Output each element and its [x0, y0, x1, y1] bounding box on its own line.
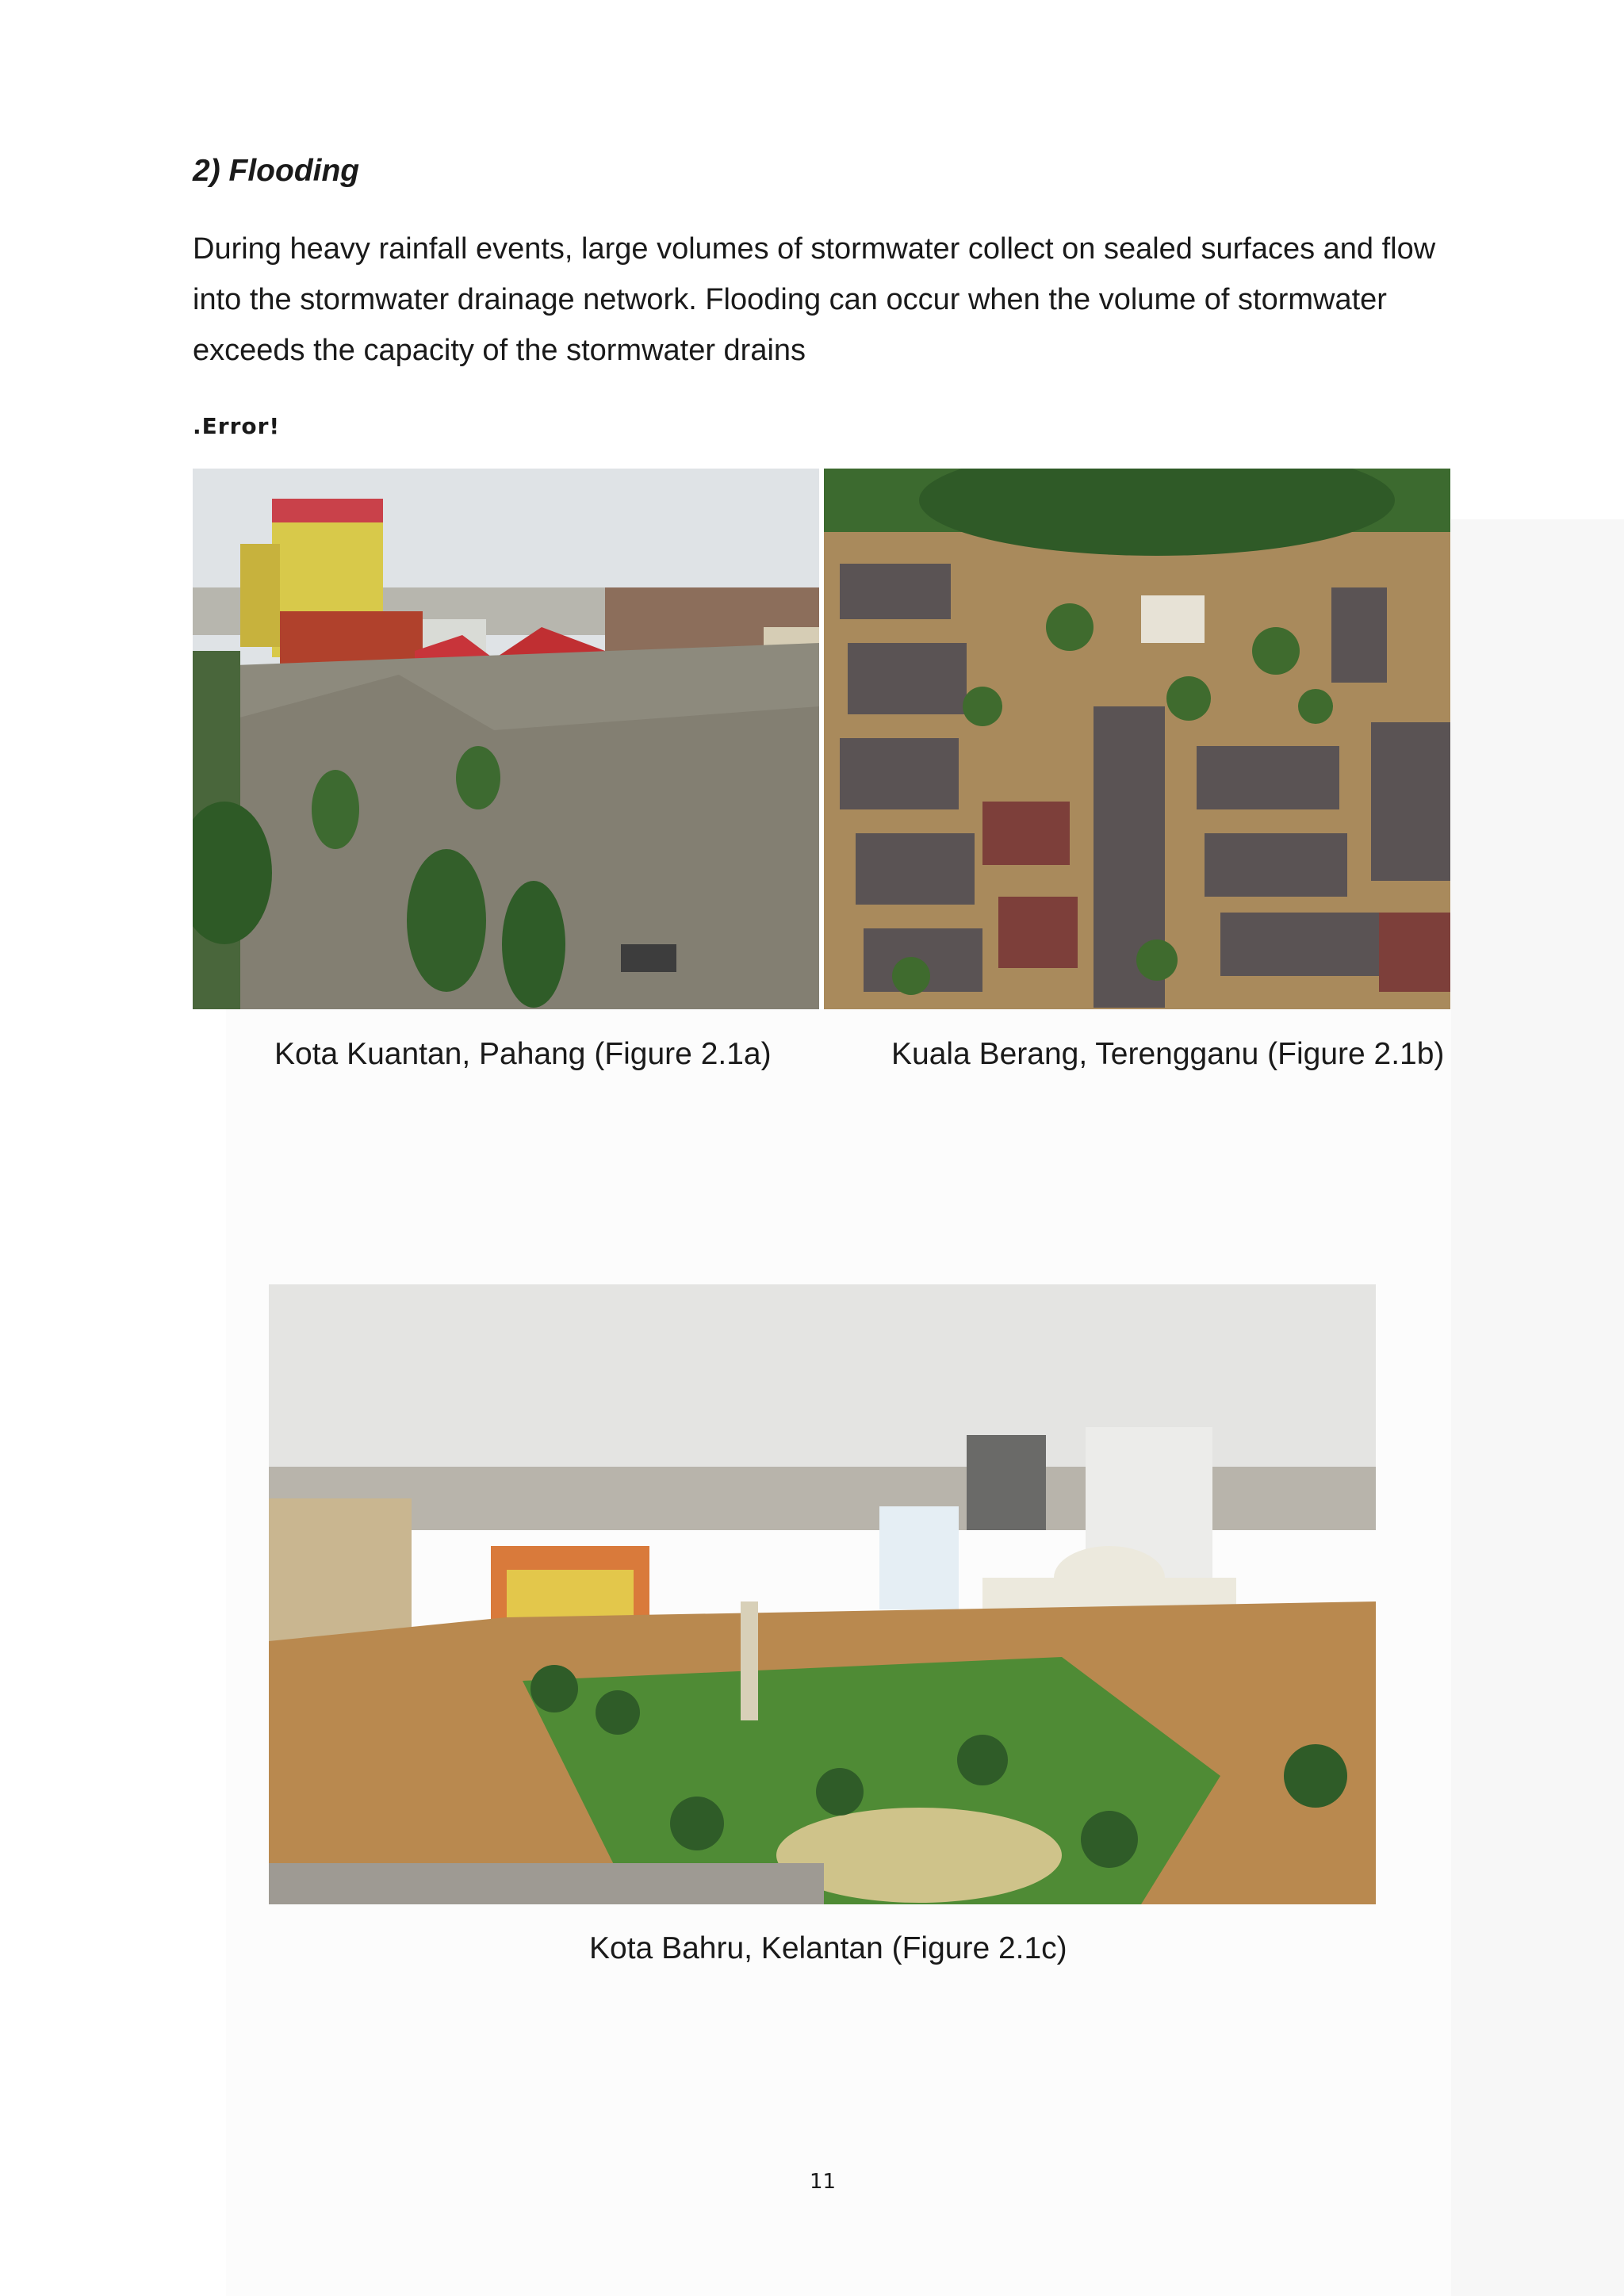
flood-photo-kota-bahru: [269, 1284, 1376, 1904]
figure-caption-2-1a: Kota Kuantan, Pahang (Figure 2.1a): [274, 1037, 772, 1071]
page-edge-shade: [1451, 519, 1624, 2296]
body-paragraph: During heavy rainfall events, large volumes of stormwater collect on sealed surfaces and flow into the stormwater drainage network. Flooding can occur when the volume of stormwater exceeds the capacity of the stormwater drains: [193, 232, 1436, 367]
page-number: 11: [810, 2170, 837, 2194]
figure-caption-2-1b: Kuala Berang, Terengganu (Figure 2.1b): [891, 1037, 1445, 1071]
figure-caption-2-1c: Kota Bahru, Kelantan (Figure 2.1c): [589, 1931, 1067, 1965]
flood-photo-kuala-berang: [824, 469, 1450, 1009]
flood-photo-kuantan: [193, 469, 819, 1009]
section-heading: 2) Flooding: [193, 154, 360, 188]
error-reference: .Error!: [193, 413, 281, 439]
